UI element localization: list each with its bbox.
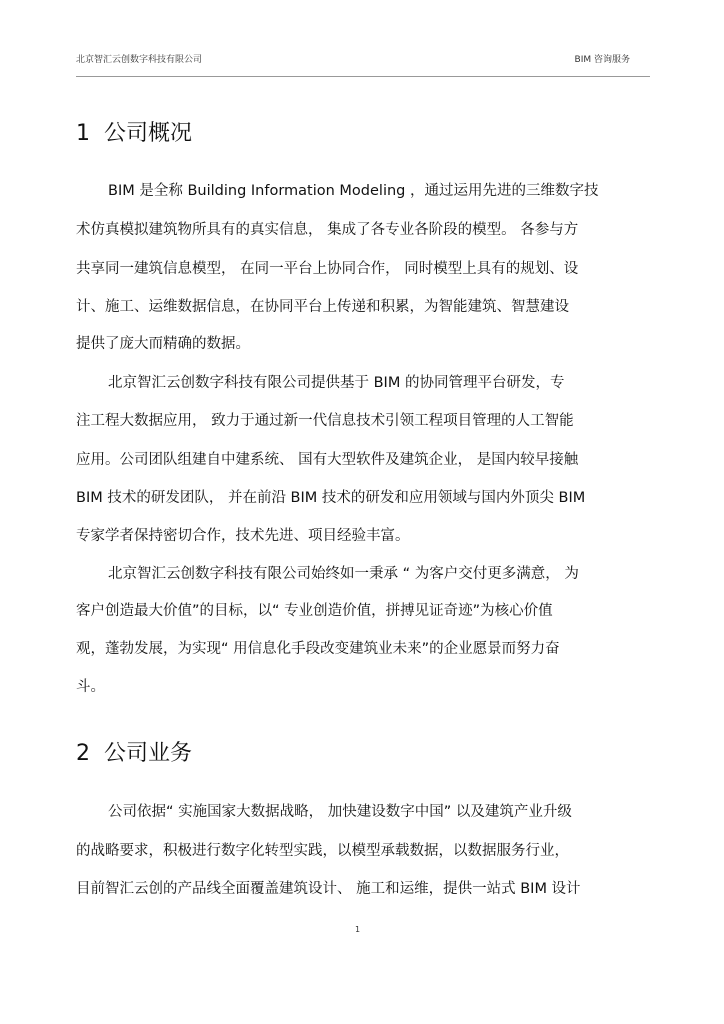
paragraph-line: 目前智汇云创的产品线全面覆盖建筑设计、 施工和运维，提供一站式 BIM 设计	[76, 881, 581, 897]
section-title: 公司概况	[104, 121, 193, 146]
header-service-label: BIM 咨询服务	[574, 55, 630, 65]
section-2-heading	[76, 739, 192, 769]
section-number: 1	[76, 121, 90, 146]
paragraph-line: 斗。	[76, 679, 105, 695]
header-divider	[76, 76, 650, 77]
paragraph-line: 应用。公司团队组建自中建系统、 国有大型软件及建筑企业， 是国内较早接触	[76, 452, 579, 468]
paragraph-line: 观，蓬勃发展，为实现“ 用信息化手段改变建筑业未来”的企业愿景而努力奋	[76, 641, 560, 657]
page-number: 1	[355, 925, 361, 934]
paragraph-line: 注工程大数据应用， 致力于通过新一代信息技术引领工程项目管理的人工智能	[76, 413, 574, 429]
paragraph-line: 提供了庞大而精确的数据。	[76, 336, 250, 352]
section-1-heading	[76, 119, 192, 149]
paragraph-line: 计、施工、运维数据信息，在协同平台上传递和积累，为智能建筑、智慧建设	[76, 299, 569, 315]
paragraph-line: 术仿真模拟建筑物所具有的真实信息， 集成了各专业各阶段的模型。 各参与方	[76, 222, 579, 238]
paragraph-line: 专家学者保持密切合作，技术先进、项目经验丰富。	[76, 528, 410, 544]
paragraph-line: 北京智汇云创数字科技有限公司提供基于 BIM 的协同管理平台研发，专	[108, 375, 565, 391]
paragraph-line: 的战略要求，积极进行数字化转型实践，以模型承载数据，以数据服务行业，	[76, 843, 569, 859]
paragraph-line: BIM 是全称 Building Information Modeling ，通过运用先进的三维数字技	[108, 183, 599, 199]
section-title: 公司业务	[104, 741, 193, 766]
paragraph-line: 北京智汇云创数字科技有限公司始终如一秉承 “ 为客户交付更多满意， 为	[108, 566, 579, 582]
paragraph-line: 共享同一建筑信息模型， 在同一平台上协同合作， 同时模型上具有的规划、设	[76, 261, 579, 277]
section-number: 2	[76, 741, 90, 766]
header-company-name: 北京智汇云创数字科技有限公司	[76, 55, 203, 65]
paragraph-line: BIM 技术的研发团队， 并在前沿 BIM 技术的研发和应用领域与国内外顶尖 BIM	[76, 490, 586, 506]
page-header	[76, 52, 650, 68]
paragraph-line: 公司依据“ 实施国家大数据战略， 加快建设数字中国” 以及建筑产业升级	[108, 804, 572, 820]
paragraph-line: 客户创造最大价值”的目标，以“ 专业创造价值，拼搏见证奇迹”为核心价值	[76, 603, 553, 619]
